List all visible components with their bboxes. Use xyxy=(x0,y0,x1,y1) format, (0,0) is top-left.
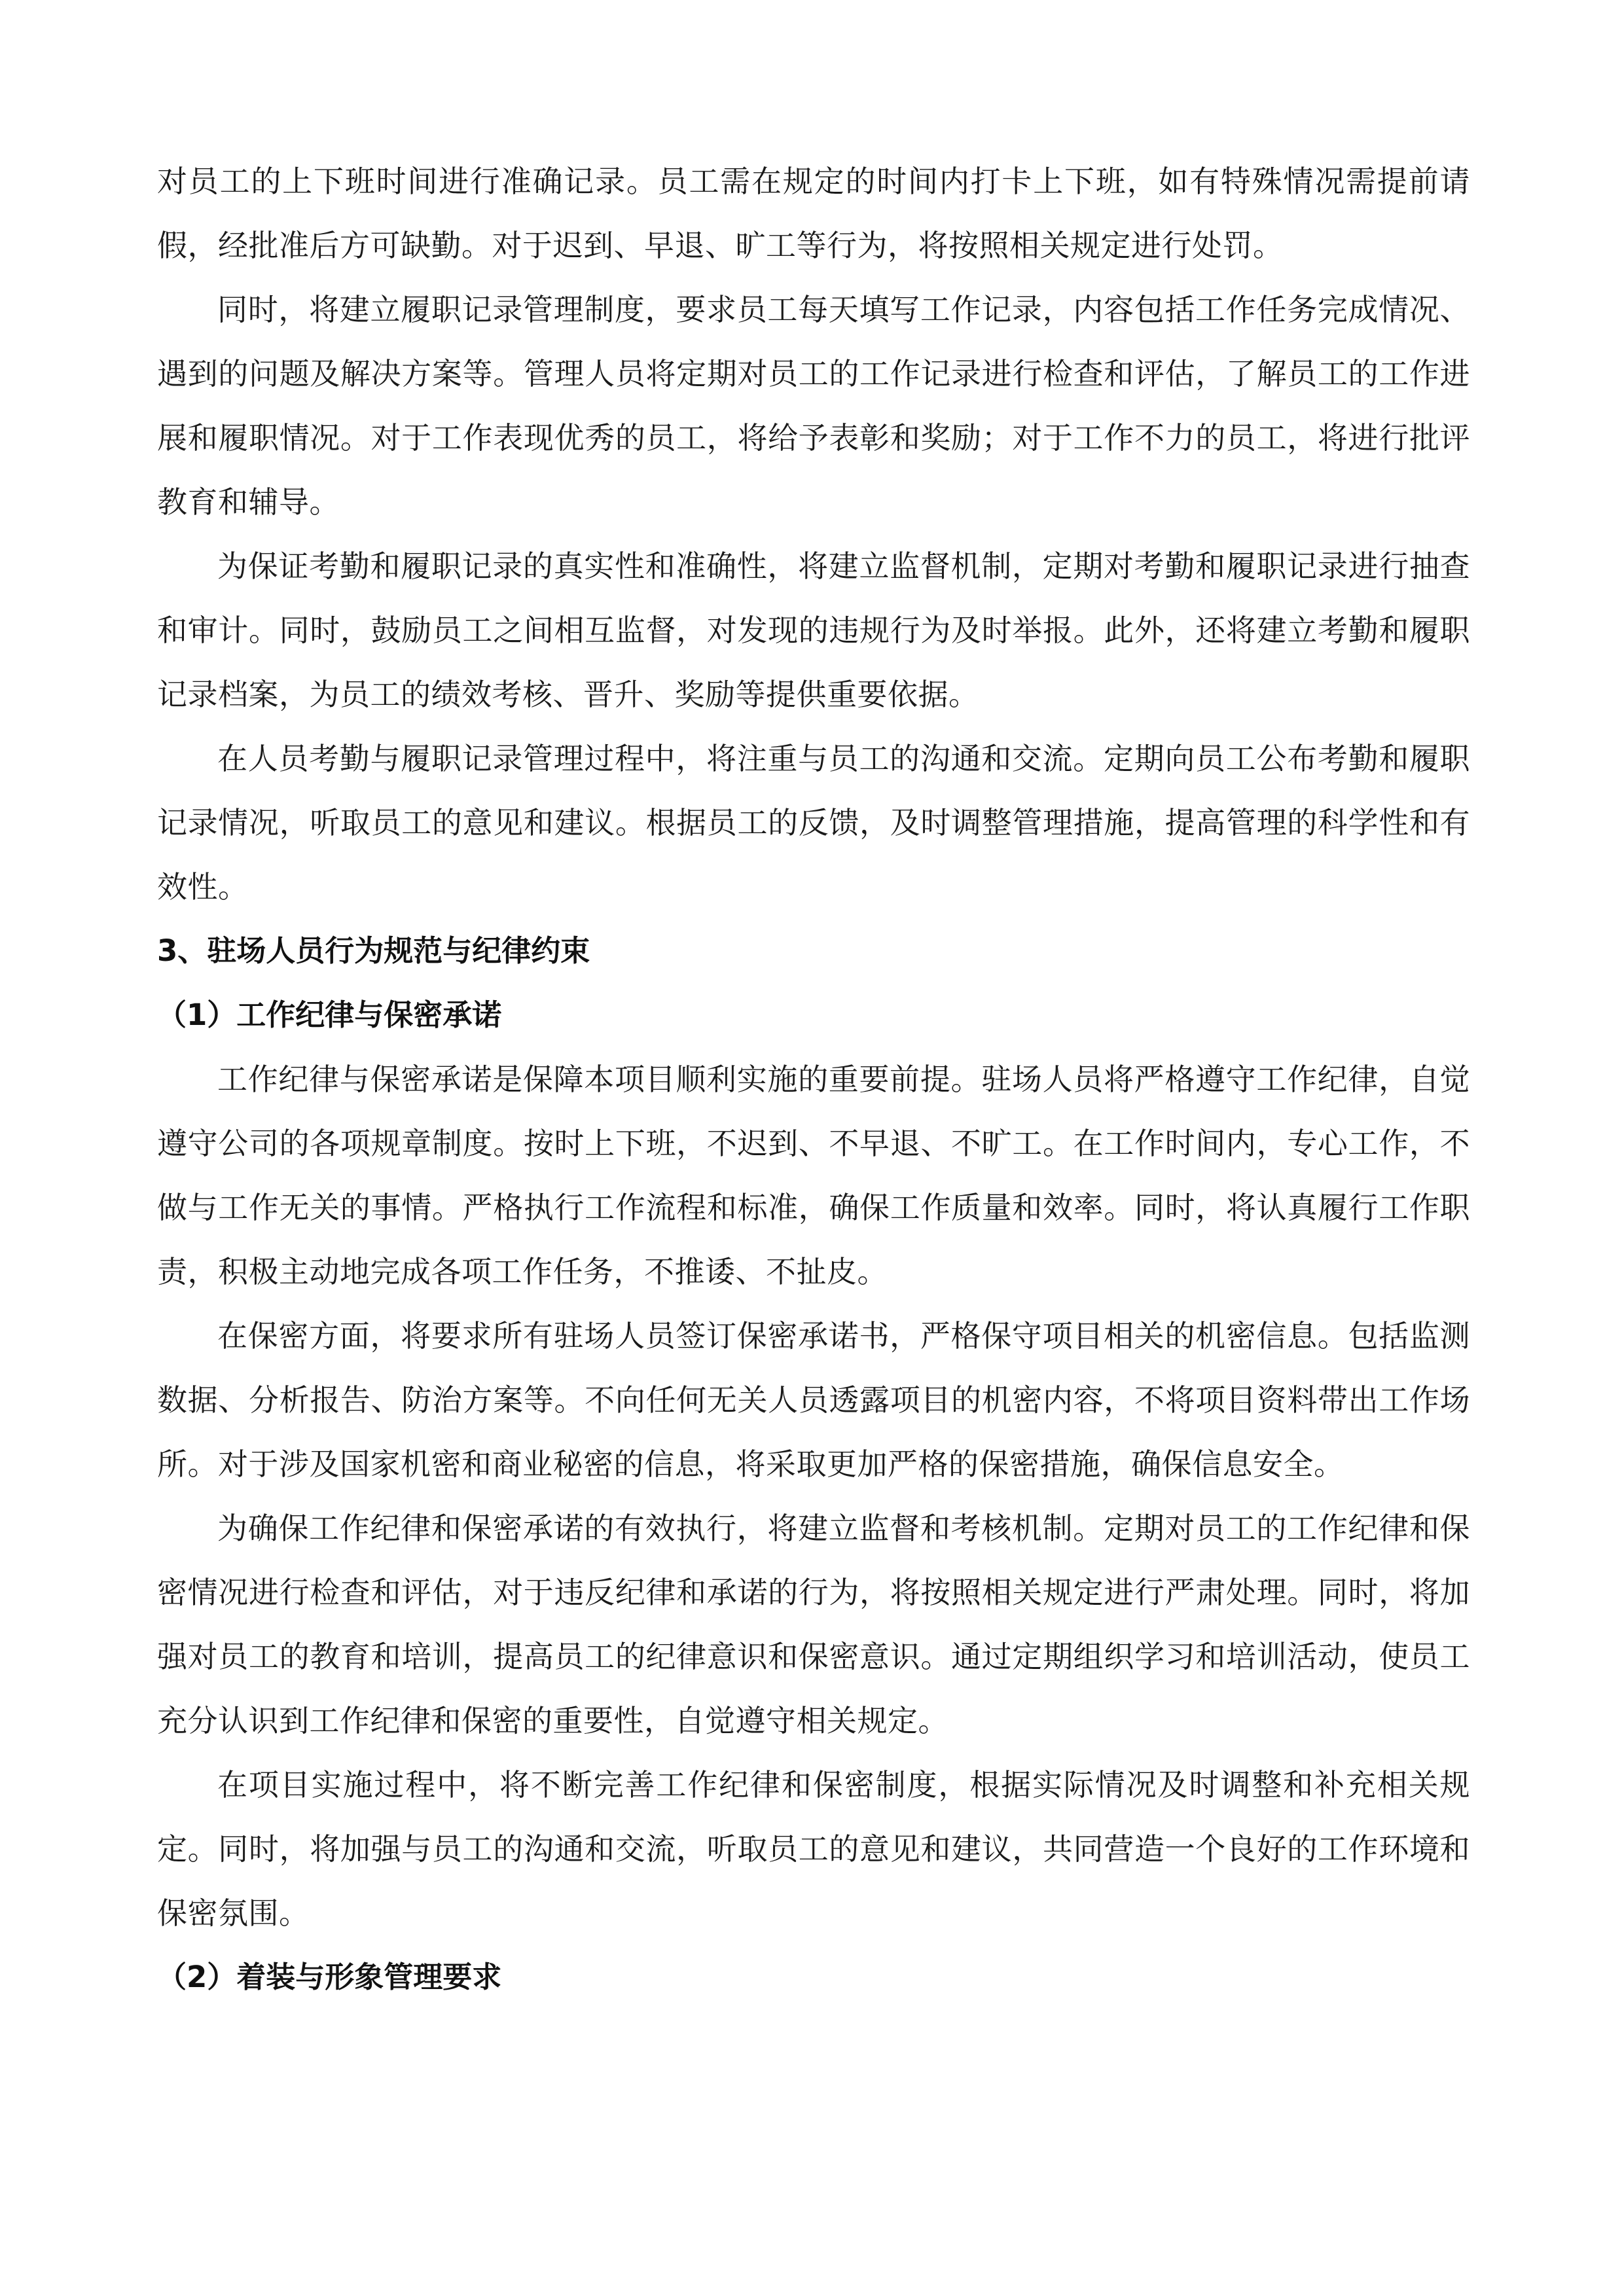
paragraph-performance-record: 同时，将建立履职记录管理制度，要求员工每天填写工作记录，内容包括工作任务完成情况、遇到的问题及解决方案等。管理人员将定期对员工的工作记录进行检查和评估，了解员工的工作进展和履职情况。对于工作表现优秀的员工，将给予表彰和奖励；对于工作不力的员工，将进行批评教育和辅导。 xyxy=(157,292,1470,520)
paragraph-supervision: 为保证考勤和履职记录的真实性和准确性，将建立监督机制，定期对考勤和履职记录进行抽查和审计。同时，鼓励员工之间相互监督，对发现的违规行为及时举报。此外，还将建立考勤和履职记录档案，为员工的绩效考核、晋升、奖励等提供重要依据。 xyxy=(157,548,1470,712)
subsection-heading-discipline: （1）工作纪律与保密承诺 xyxy=(157,997,502,1032)
subsection-heading-appearance: （2）着装与形象管理要求 xyxy=(157,1960,502,1994)
section-heading: 3、驻场人员行为规范与纪律约束 xyxy=(157,933,590,968)
paragraph-confidentiality: 在保密方面，将要求所有驻场人员签订保密承诺书，严格保守项目相关的机密信息。包括监测数据、分析报告、防治方案等。不向任何无关人员透露项目的机密内容，不将项目资料带出工作场所。对于涉及国家机密和商业秘密的信息，将采取更加严格的保密措施，确保信息安全。 xyxy=(157,1318,1470,1482)
paragraph-work-discipline: 工作纪律与保密承诺是保障本项目顺利实施的重要前提。驻场人员将严格遵守工作纪律，自觉遵守公司的各项规章制度。按时上下班，不迟到、不早退、不旷工。在工作时间内，专心工作，不做与工作无关的事情。严格执行工作流程和标准，确保工作质量和效率。同时，将认真履行工作职责，积极主动地完成各项工作任务，不推诿、不扯皮。 xyxy=(157,1062,1470,1289)
document-body xyxy=(157,149,1470,2009)
paragraph-improvement: 在项目实施过程中，将不断完善工作纪律和保密制度，根据实际情况及时调整和补充相关规定。同时，将加强与员工的沟通和交流，听取员工的意见和建议，共同营造一个良好的工作环境和保密氛围。 xyxy=(157,1767,1470,1931)
paragraph-communication: 在人员考勤与履职记录管理过程中，将注重与员工的沟通和交流。定期向员工公布考勤和履职记录情况，听取员工的意见和建议。根据员工的反馈，及时调整管理措施，提高管理的科学性和有效性。 xyxy=(157,741,1470,905)
paragraph-attendance-record: 对员工的上下班时间进行准确记录。员工需在规定的时间内打卡上下班，如有特殊情况需提前请假，经批准后方可缺勤。对于迟到、早退、旷工等行为，将按照相关规定进行处罚。 xyxy=(157,164,1470,263)
paragraph-assessment: 为确保工作纪律和保密承诺的有效执行，将建立监督和考核机制。定期对员工的工作纪律和保密情况进行检查和评估，对于违反纪律和承诺的行为，将按照相关规定进行严肃处理。同时，将加强对员工的教育和培训，提高员工的纪律意识和保密意识。通过定期组织学习和培训活动，使员工充分认识到工作纪律和保密的重要性，自觉遵守相关规定。 xyxy=(157,1511,1470,1738)
